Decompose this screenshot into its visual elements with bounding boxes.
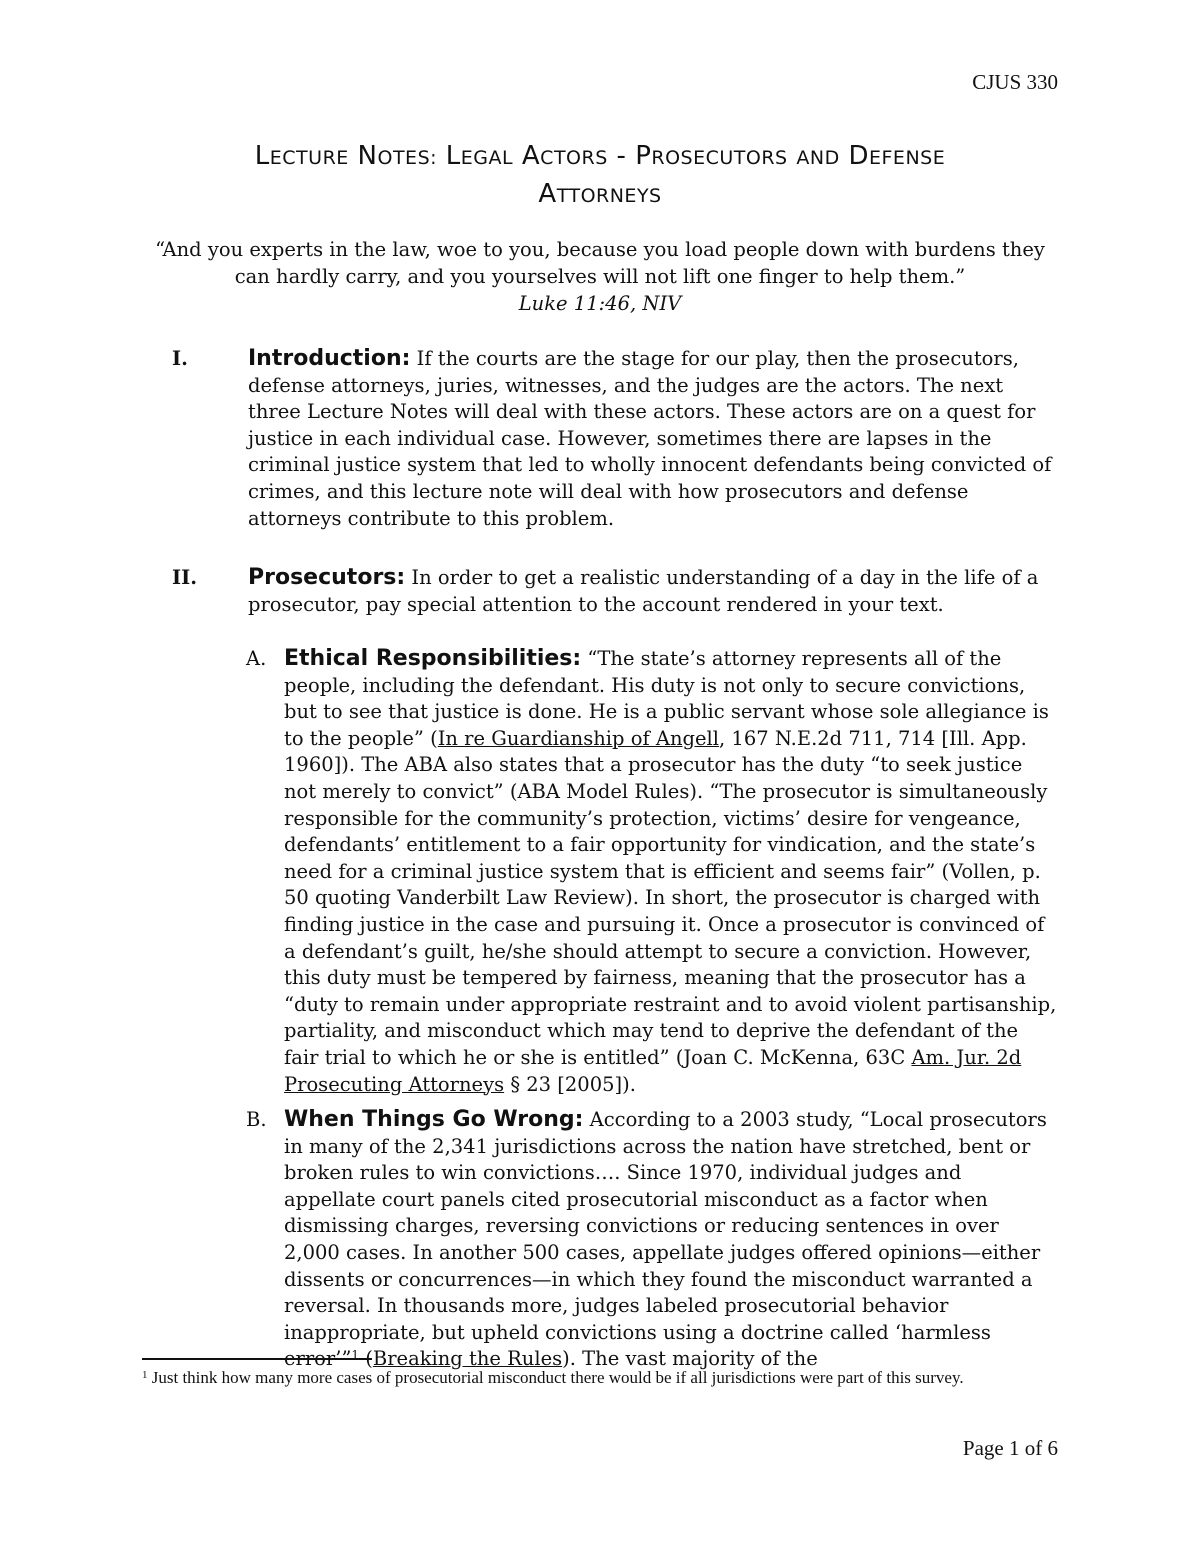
page-title: LECTURE NOTES: LEGAL ACTORS - PROSECUTORS AND DEFENSE ATTORNEYS (254, 141, 946, 209)
subsection-heading: Ethical Responsibilities: (284, 646, 582, 671)
epigraph-text: “And you experts in the law, woe to you, because you load people down with burdens they can hardly carry, and you yourselves will not lift one finger to help them.” (155, 238, 1045, 288)
footnote (142, 1367, 1042, 1389)
subsection-when-things-go-wrong: B. When Things Go Wrong: According to a 2003 study, “Local prosecutors in many of the 2,341 jurisdictions across the nation have stretched, bent or broken rules to win convictions…. Since 1970, individual judges and appellate court panels cited prosecutorial misconduct as a factor when dismissing charges, reversing convictions or reducing sentences in over 2,000 cases. In another 500 cases, appellate judges offered opinions—either dissents or concurrences—in which they found the misconduct warranted a reversal. In thousands more, judges labeled prosecutorial behavior inappropriate, but upheld convictions using a doctrine called ‘harmless error’”$^1$ (Breaking the Rules). The vast majority of the (246, 1107, 1047, 1371)
section-heading: Prosecutors: (248, 565, 406, 590)
course-code: CJUS 330 (972, 70, 1058, 94)
footnote-divider (142, 1358, 372, 1360)
epigraph-citation: Luke 11:46, NIV (518, 292, 682, 315)
subsection-ethical-responsibilities: A. Ethical Responsibilities: “The state’s attorney represents all of the people, including the defendant. His duty is not only to secure convictions, but to see that justice is done. He is a public servant whose sole allegiance is to the people” (In re Guardianship of Angell, 167 N.E.2d 711, 714 [Ill. App. 1960]). The ABA also states that a prosecutor has the duty “to seek justice not merely to convict” (ABA Model Rules). “The prosecutor is simultaneously responsible for the community’s protection, victims’ desire for vengeance, defendants’ entitlement to a fair opportunity for vindication, and the state’s need for a criminal justice system that is efficient and seems fair” (Vollen, p. 50 quoting Vanderbilt Law Review). In short, the prosecutor is charged with finding justice in the case and pursuing it. Once a prosecutor is convinced of a defendant’s guilt, he/she should attempt to secure a conviction. However, this duty must be tempered by fairness, meaning that the prosecutor has a “duty to remain under appropriate restraint and to avoid violent partisanship, partiality, and misconduct which may tend to deprive the defendant of the fair trial to which he or she is entitled” (Joan C. McKenna, 63C Am. Jur. 2d Prosecuting Attorneys § 23 [2005]). (246, 646, 1057, 1096)
page-number: Page 1 of 6 (962, 1436, 1058, 1460)
source-citation: Breaking the Rules (372, 1347, 563, 1371)
footnote-marker: 1 (142, 1369, 148, 1381)
section-number: I. (172, 347, 188, 370)
section-heading: Introduction: (248, 346, 411, 371)
subsection-heading: When Things Go Wrong: (284, 1107, 584, 1132)
section-prosecutors (172, 565, 1058, 618)
source-citation: Am. Jur. 2d Prosecuting Attorneys (284, 1045, 1022, 1096)
section-number: II. (172, 566, 198, 589)
section-text: In order to get a realistic understanding of a day in the life of a prosecutor, pay special attention to the account rendered in your text. (248, 566, 1039, 616)
subsection-letter: A. (246, 647, 267, 670)
subsection-letter: B. (246, 1108, 267, 1131)
epigraph (150, 236, 1050, 317)
section-introduction (172, 346, 1058, 532)
footnote-reference: 1 (351, 1348, 360, 1363)
case-citation: In re Guardianship of Angell (437, 726, 720, 750)
section-text: If the courts are the stage for our play, then the prosecutors, defense attorneys, juries, witnesses, and the judges are the actors. The next three Lecture Notes will deal with these actors. These actors are on a quest for justice in each individual case. However, sometimes there are lapses in the criminal justice system that led to wholly innocent defendants being convicted of crimes, and this lecture note will deal with how prosecutors and defense attorneys contribute to this problem. (248, 347, 1052, 530)
footnote-text: Just think how many more cases of prosecutorial misconduct there would be if all jurisdictions were part of this survey. (147, 1368, 964, 1387)
